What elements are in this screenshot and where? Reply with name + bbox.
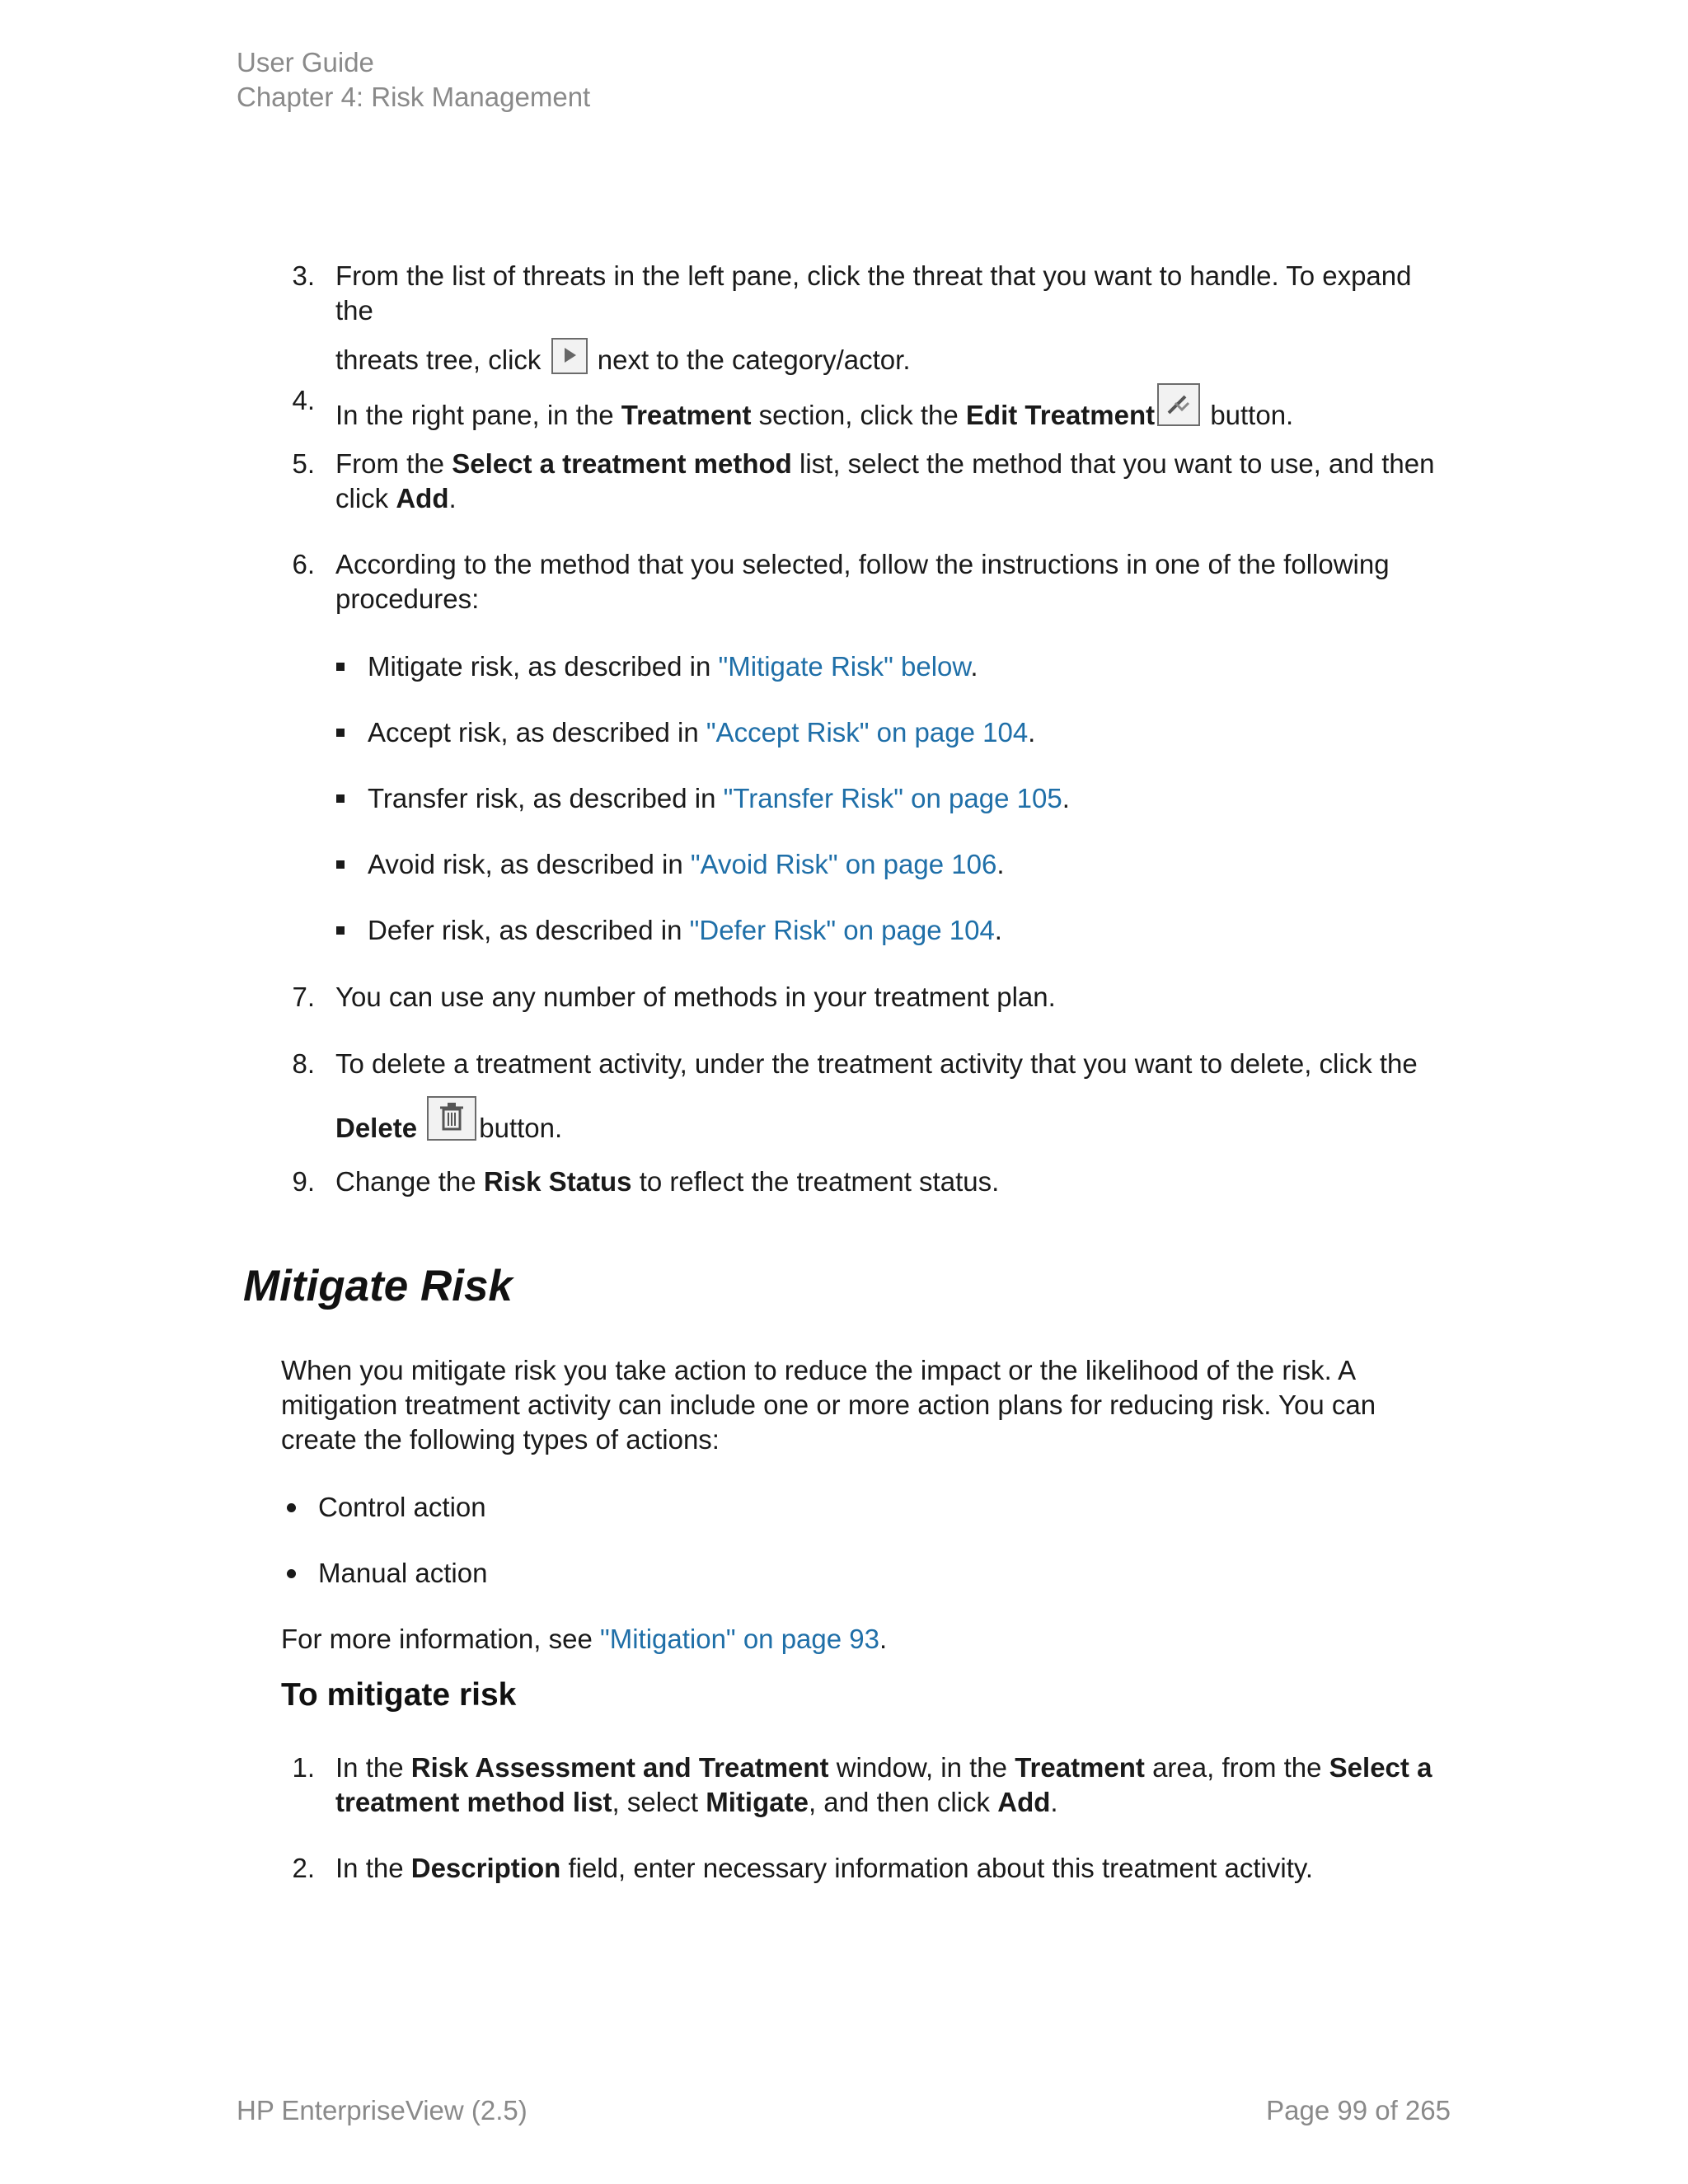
section-title: Mitigate Risk [243,1262,513,1310]
bold-term: Select a treatment method [452,448,792,479]
list-item-text [368,781,1439,816]
t: . [970,651,978,682]
footer-page-number: Page 99 of 265 [1266,2095,1451,2125]
t: . [1062,783,1070,813]
bold-term: Mitigate [706,1787,809,1817]
bold-term: Select a [1329,1752,1432,1783]
t: . [879,1624,888,1654]
step-number: 7. [292,982,315,1012]
bold-term: Treatment [621,400,752,430]
bold-term: treatment method list [335,1787,612,1817]
t: Avoid risk, as described in [368,849,691,879]
t: . [448,483,457,513]
bold-term: Edit Treatment [965,400,1156,430]
edit-treatment-icon[interactable] [1157,383,1200,426]
bold-term: Risk Status [483,1166,632,1197]
step-number: 4. [292,385,315,415]
t: Change the [335,1166,484,1197]
bold-term: Description [410,1853,561,1883]
more-info [281,1622,1451,1657]
bold-term: Add [396,483,449,513]
step-number: 5. [292,448,315,479]
step-text-line2a: threats tree, click [335,344,542,375]
running-header-chapter: Chapter 4: Risk Management [237,82,591,112]
t: Transfer risk, as described in [368,783,724,813]
t: Defer risk, as described in [368,915,690,945]
t: From the [335,448,452,479]
t: In the right pane, in the [335,400,621,430]
step-text [335,383,1456,433]
cross-ref-link[interactable]: "Transfer Risk" on page 105 [723,783,1062,813]
t: section, click the [751,400,966,430]
t: . [996,849,1005,879]
t: field, enter necessary information about this treatment activity. [560,1853,1314,1883]
step-text [335,259,1456,377]
delete-trash-icon[interactable] [427,1096,476,1141]
t: click [335,483,396,513]
bullet-square [336,794,345,803]
step-text [335,1851,1456,1886]
bullet-square [336,729,345,737]
step-number: 1. [292,1752,315,1783]
cross-ref-link[interactable]: "Avoid Risk" on page 106 [690,849,997,879]
step-text [335,1165,1456,1199]
step-text: You can use any number of methods in your treatment plan. [335,982,1056,1012]
section-intro: When you mitigate risk you take action to reduce the impact or the likelihood of the risk. A mitigation treatment activity can include one or more action plans for reducing risk. You can create the following types of actions: [281,1355,1376,1455]
t: window, in the [828,1752,1015,1783]
step-text [335,547,1456,616]
cross-ref-link[interactable]: "Accept Risk" on page 104 [706,717,1029,748]
bold-term: Risk Assessment and Treatment [410,1752,829,1783]
bullet-dot [287,1569,296,1578]
footer-product: HP EnterpriseView (2.5) [237,2095,528,2125]
t: list, select the method that you want to use, and then [791,448,1435,479]
cross-ref-link[interactable]: "Defer Risk" on page 104 [689,915,995,945]
t: In the [335,1853,411,1883]
t: button. [479,1113,563,1143]
t: To delete a treatment activity, under the treatment activity that you want to delete, click the [335,1048,1418,1079]
running-header-title: User Guide [237,47,374,77]
expand-arrow-icon[interactable] [551,338,588,374]
list-item-text: Manual action [318,1558,488,1588]
bullet-dot [287,1503,296,1512]
step-number: 6. [292,549,315,579]
list-item-text [368,715,1439,750]
bold-term: Delete [335,1113,418,1143]
list-item-text [368,913,1439,948]
list-item-text [368,847,1439,882]
t: . [994,915,1002,945]
t: . [1050,1787,1058,1817]
t: to reflect the treatment status. [631,1166,1000,1197]
t: , and then click [808,1787,998,1817]
step-number: 3. [292,260,315,291]
cross-ref-link[interactable]: "Mitigation" on page 93 [599,1624,879,1654]
step-text [335,447,1456,516]
step-text [335,1750,1456,1820]
t: According to the method that you selected, follow the instructions in one of the following [335,549,1390,579]
t: For more information, see [281,1624,600,1654]
t: procedures: [335,583,480,614]
t: In the [335,1752,411,1783]
list-item-text: Control action [318,1492,486,1522]
step-text [335,1047,1456,1146]
bold-term: Treatment [1015,1752,1145,1783]
t: Mitigate risk, as described in [368,651,719,682]
bullet-square [336,663,345,671]
list-item-text [368,649,1439,684]
t: area, from the [1144,1752,1329,1783]
step-text-line2b: next to the category/actor. [597,344,911,375]
t: , select [612,1787,706,1817]
bullet-square [336,926,345,935]
t: button. [1210,400,1294,430]
t: . [1028,717,1036,748]
step-text-line1: From the list of threats in the left pane, click the threat that you want to handle. To expand the [335,260,1412,326]
step-number: 9. [292,1166,315,1197]
bullet-square [336,860,345,869]
cross-ref-link[interactable]: "Mitigate Risk" below [718,651,971,682]
bold-term: Add [997,1787,1051,1817]
t: Accept risk, as described in [368,717,706,748]
procedure-heading: To mitigate risk [281,1677,517,1713]
step-number: 2. [292,1853,315,1883]
step-number: 8. [292,1048,315,1079]
